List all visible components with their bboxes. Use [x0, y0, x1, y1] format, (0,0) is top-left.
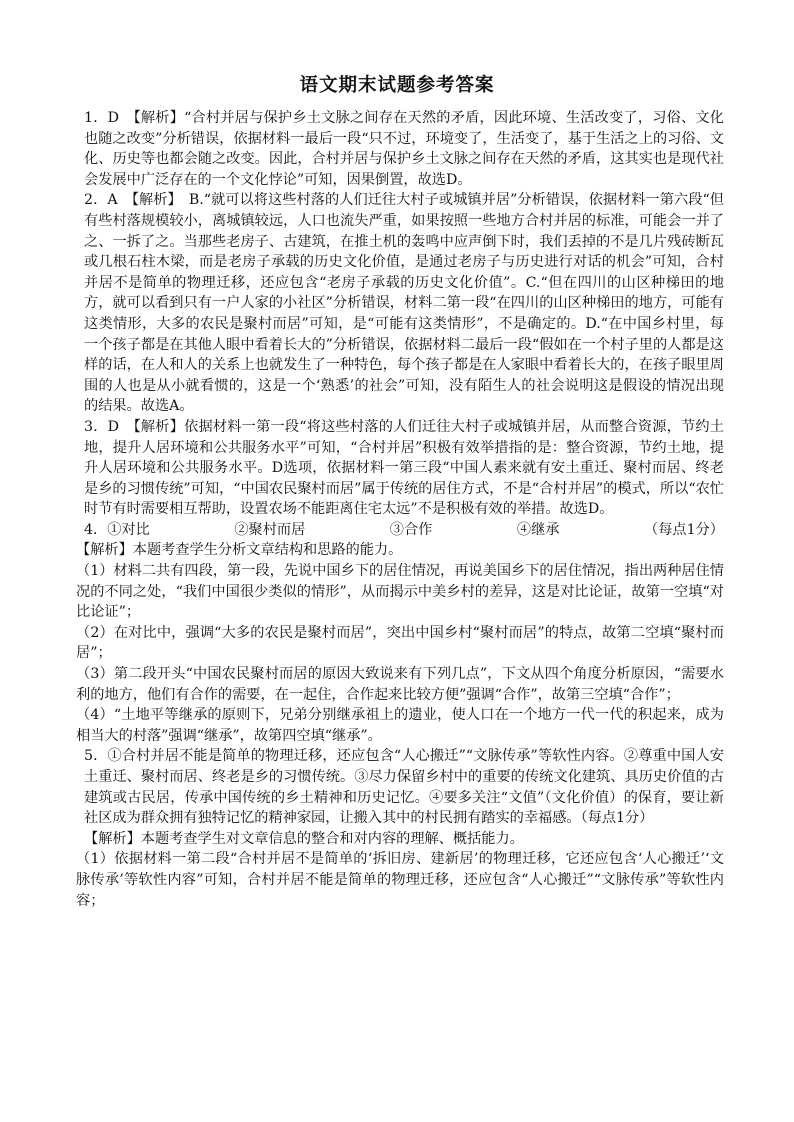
q4-point-2: （2）在对比中，强调“大多的农民是聚村而居”，突出中国乡村“聚村而居”的特点，故第二空填“聚村而居”； [76, 624, 724, 662]
q4-point-3: （3）第二段开头“中国农民聚村而居的原因大致说来有下列几点”，下文从四个角度分析原因，“需要水利的地方，他们有合作的需要，在一起住，合作起来比较方便”强调“合作”，故第三空填“合作”； [76, 666, 724, 703]
answer-q1: 1．D 【解析】“合村并居与保护乡土文脉之间存在天然的矛盾，因此环境、生活改变了，习俗、文化也随之改变”分析错误，依据材料一最后一段“只不过，环境变了，生活变了，基于生活之上的习俗、文化、历史等也都会随之改变。因此，合村并居与保护乡土文脉之间存在天然的矛盾，这其实也是现代社会发展中广泛存在的一个文化悖论”可知，因果倒置，故选D。 [84, 110, 724, 188]
q5-point-1: （1）依据材料一第二段“合村并居不是简单的‘拆旧房、建新居’的物理迁移，它还应包含‘人心搬迁’‘文脉传承’等软性内容”可知，合村并居不能是简单的物理迁移，还应包含“人心搬迁”“文脉传承”等软性内容； [76, 851, 724, 909]
q4-point-4: （4）“土地平等继承的原则下，兄弟分别继承祖上的遗业，使人口在一个地方一代一代的积起来，成为相当大的村落”强调“继承”，故第四空填“继承”。 [76, 707, 724, 744]
answer-q5: 5．①合村并居不能是简单的物理迁移，还应包含“人心搬迁”“文脉传承”等软性内容。②尊重中国人安土重迁、聚村而居、终老是乡的习惯传统。③尽力保留乡村中的重要的传统文化建筑、具历史价值的古建筑或古民居，传承中国传统的乡土精神和历史记忆。④要多关注“文值”（文化价值）的保育，要让新社区成为群众拥有独特记忆的精神家园，让搬入其中的村民拥有踏实的幸福感。（每点1分） [84, 748, 724, 827]
q4-option-2: ②聚村而居 [234, 521, 306, 538]
q4-point-1: （1）材料二共有四段，第一段，先说中国乡下的居住情况，再说美国乡下的居住情况，指出两种居住情况的不同之处，“我们中国很少类似的情形”，从而揭示中美乡村的差异，这是对比论证，故第一空填“对比论证”； [76, 563, 724, 621]
answer-body [76, 108, 724, 911]
page-title: 语文期末试题参考答案 [299, 75, 495, 96]
q5-analysis: 【解析】本题考查学生对文章信息的整合和对内容的理解、概括能力。 [84, 830, 524, 847]
answer-q4-options [84, 520, 724, 541]
q4-option-3: ③合作 [389, 521, 433, 538]
answer-q2: 2．A 【解析】 B.“就可以将这些村落的人们迁往大村子或城镇并居”分析错误，依据材料一第六段“但有些村落规模较小，离城镇较远，人口也流失严重，如果按照一些地方合村并居的标准，可能会一并了之、一拆了之。当那些老房子、古建筑，在推土机的轰鸣中应声倒下时，我们丢掉的不是几片残砖断瓦或几根石柱木梁，而是老房子承载的历史文化价值，是通过老房子与历史进行对话的机会”可知，合村并居不是简单的物理迁移，还应包含“老房子承载的历史文化价值”。C.“但在四川的山区种梯田的地方，就可以看到只有一户人家的小社区”分析错误，材料二第一段“在四川的山区种梯田的地方，可能有这类情形，大多的农民是聚村而居”可知，是“可能有这类情形”，不是确定的。D.“在中国乡村里，每一个孩子都是在其他人眼中看着长大的”分析错误，依据材料二最后一段“假如在一个村子里的人都是这样的话，在人和人的关系上也就发生了一种特色，每个孩子都是在人家眼中看着长大的，在孩子眼里周围的人也是从小就看惯的，这是一个‘熟悉’的社会”可知，没有陌生人的社会说明这是假设的情况出现的结果。故选A。 [84, 192, 724, 415]
answer-q3: 3．D 【解析】依据材料一第一段“将这些村落的人们迁往大村子或城镇并居，从而整合资源，节约土地，提升人居环境和公共服务水平”可知，“合村并居”积极有效举措指的是：整合资源，节约土地，提升人居环境和公共服务水平。D选项，依据材料一第三段“中国人素来就有安土重迁、聚村而居、终老是乡的习惯传统”可知，“中国农民聚村而居”属于传统的居住方式，不是“合村并居”的模式，所以“农忙时节有时需要相互帮助，设置农场不能距离住宅太远”不是积极有效的举措。故选D。 [84, 418, 724, 518]
q4-score-note: （每点1分） [644, 521, 724, 538]
q4-analysis: 【解析】本题考查学生分析文章结构和思路的能力。 [76, 542, 403, 559]
q4-option-1: 4．①对比 [84, 521, 150, 538]
q4-option-4: ④继承 [516, 521, 560, 538]
